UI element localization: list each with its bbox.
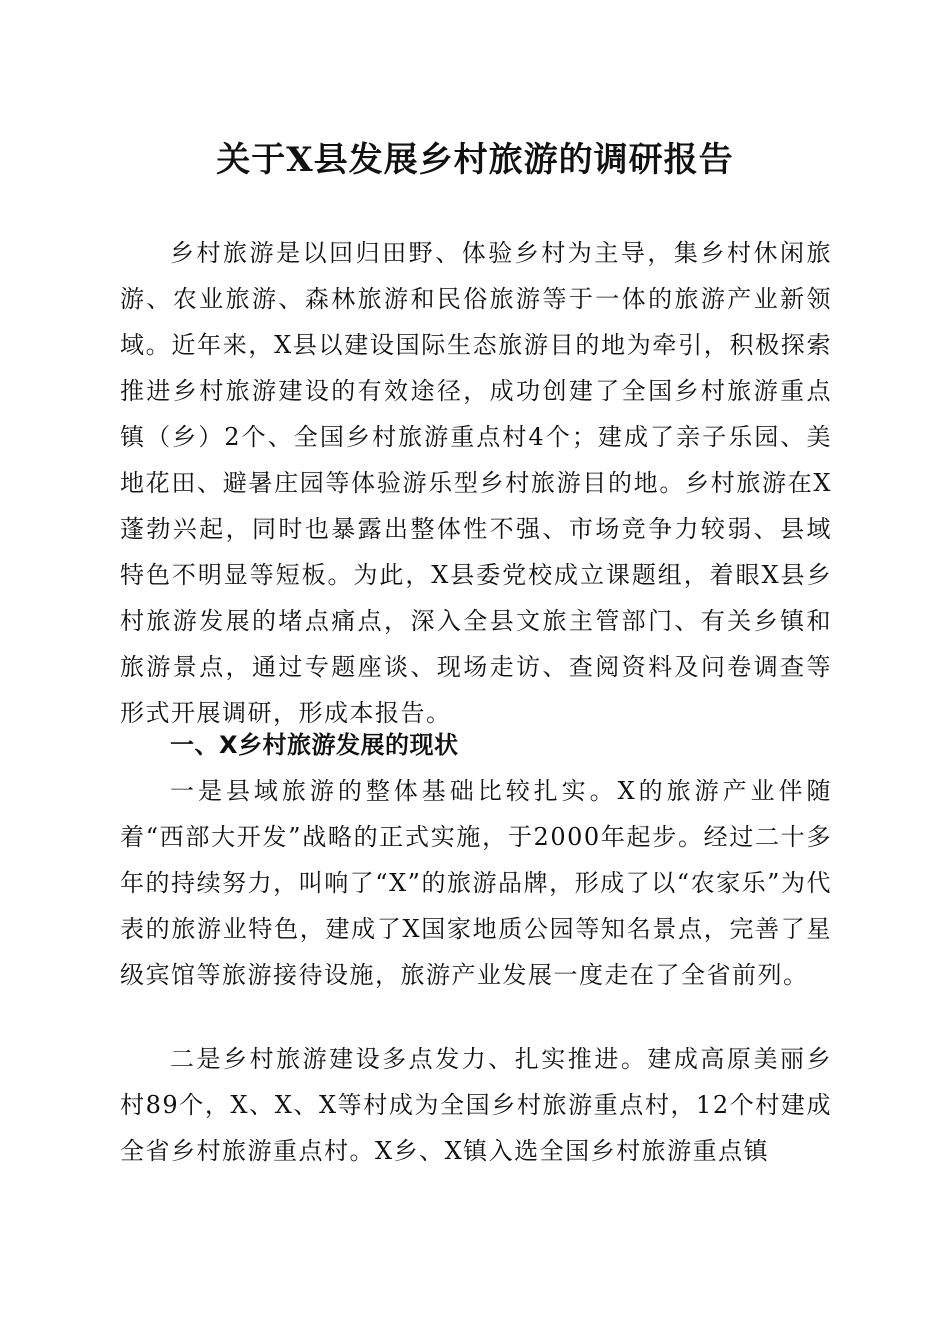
document-title: 关于X县发展乡村旅游的调研报告 xyxy=(216,140,734,180)
section-paragraph-2: 二是乡村旅游建设多点发力、扎实推进。建成高原美丽乡村89个，X、X、X等村成为全国乡村旅游重点村，12个村建成全省乡村旅游重点村。X乡、X镇入选全国乡村旅游重点镇 xyxy=(120,1045,832,1165)
section-paragraph-1: 一是县域旅游的整体基础比较扎实。X的旅游产业伴随着“西部大开发”战略的正式实施，于2000年起步。经过二十多年的持续努力，叫响了“X”的旅游品牌，形成了以“农家乐”为代表的旅游业特色，建成了X国家地质公园等知名景点，完善了星级宾馆等旅游接待设施，旅游产业发展一度走在了全省前列。 xyxy=(120,777,832,989)
intro-text: 乡村旅游是以回归田野、体验乡村为主导，集乡村休闲旅游、农业旅游、森林旅游和民俗旅游等于一体的旅游产业新领域。近年来，X县以建设国际生态旅游目的地为牵引，积极探索推进乡村旅游建设的有效途径，成功创建了全国乡村旅游重点镇（乡）2个、全国乡村旅游重点村4个；建成了亲子乐园、美地花田、避暑庄园等体验游乐型乡村旅游目的地。乡村旅游在X蓬勃兴起，同时也暴露出整体性不强、市场竞争力较弱、县域特色不明显等短板。为此，X县委党校成立课题组，着眼X县乡村旅游发展的堵点痛点，深入全县文旅主管部门、有关乡镇和旅游景点，通过专题座谈、现场走访、查阅资料及问卷调查等形式开展调研，形成本报告。 xyxy=(120,239,832,727)
intro-paragraph xyxy=(120,230,832,736)
section-heading: 一、X乡村旅游发展的现状 xyxy=(170,731,459,759)
